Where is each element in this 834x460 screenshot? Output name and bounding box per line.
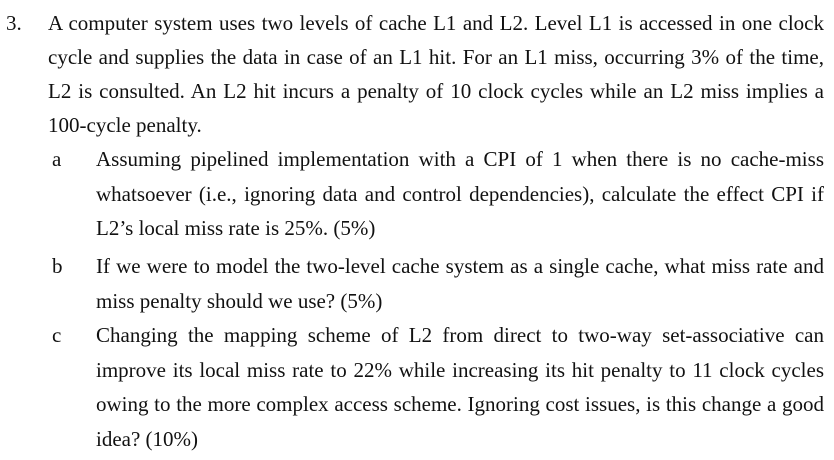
part-a-label: a — [52, 147, 62, 171]
part-a-text: Assuming pipelined implementation with a CPI of 1 when there is no cache-miss whatsoever (i.e., ignoring data and control dependencies), calculate the effect CPI if L2’s local miss rate is 25%. (5%) — [96, 147, 824, 240]
part-b-label: b — [52, 254, 63, 278]
question-stem: A computer system uses two levels of cache L1 and L2. Level L1 is accessed in one clock cycle and supplies the data in case of an L1 hit. For an L1 miss, occurring 3% of the time, L2 is consulted. An L2 hit incurs a penalty of 10 clock cycles while an L2 miss implies a 100-cycle penalty. — [48, 11, 824, 137]
part-c-label: c — [52, 323, 62, 347]
question-number: 3. — [6, 11, 22, 35]
part-c-text: Changing the mapping scheme of L2 from direct to two-way set-associative can improve its local miss rate to 22% while increasing its hit penalty to 11 clock cycles owing to the more complex access scheme. Ignoring cost issues, is this change a good idea? (10%) — [96, 323, 824, 451]
part-b-text: If we were to model the two-level cache system as a single cache, what miss rate and miss penalty should we use? (5%) — [96, 254, 824, 313]
